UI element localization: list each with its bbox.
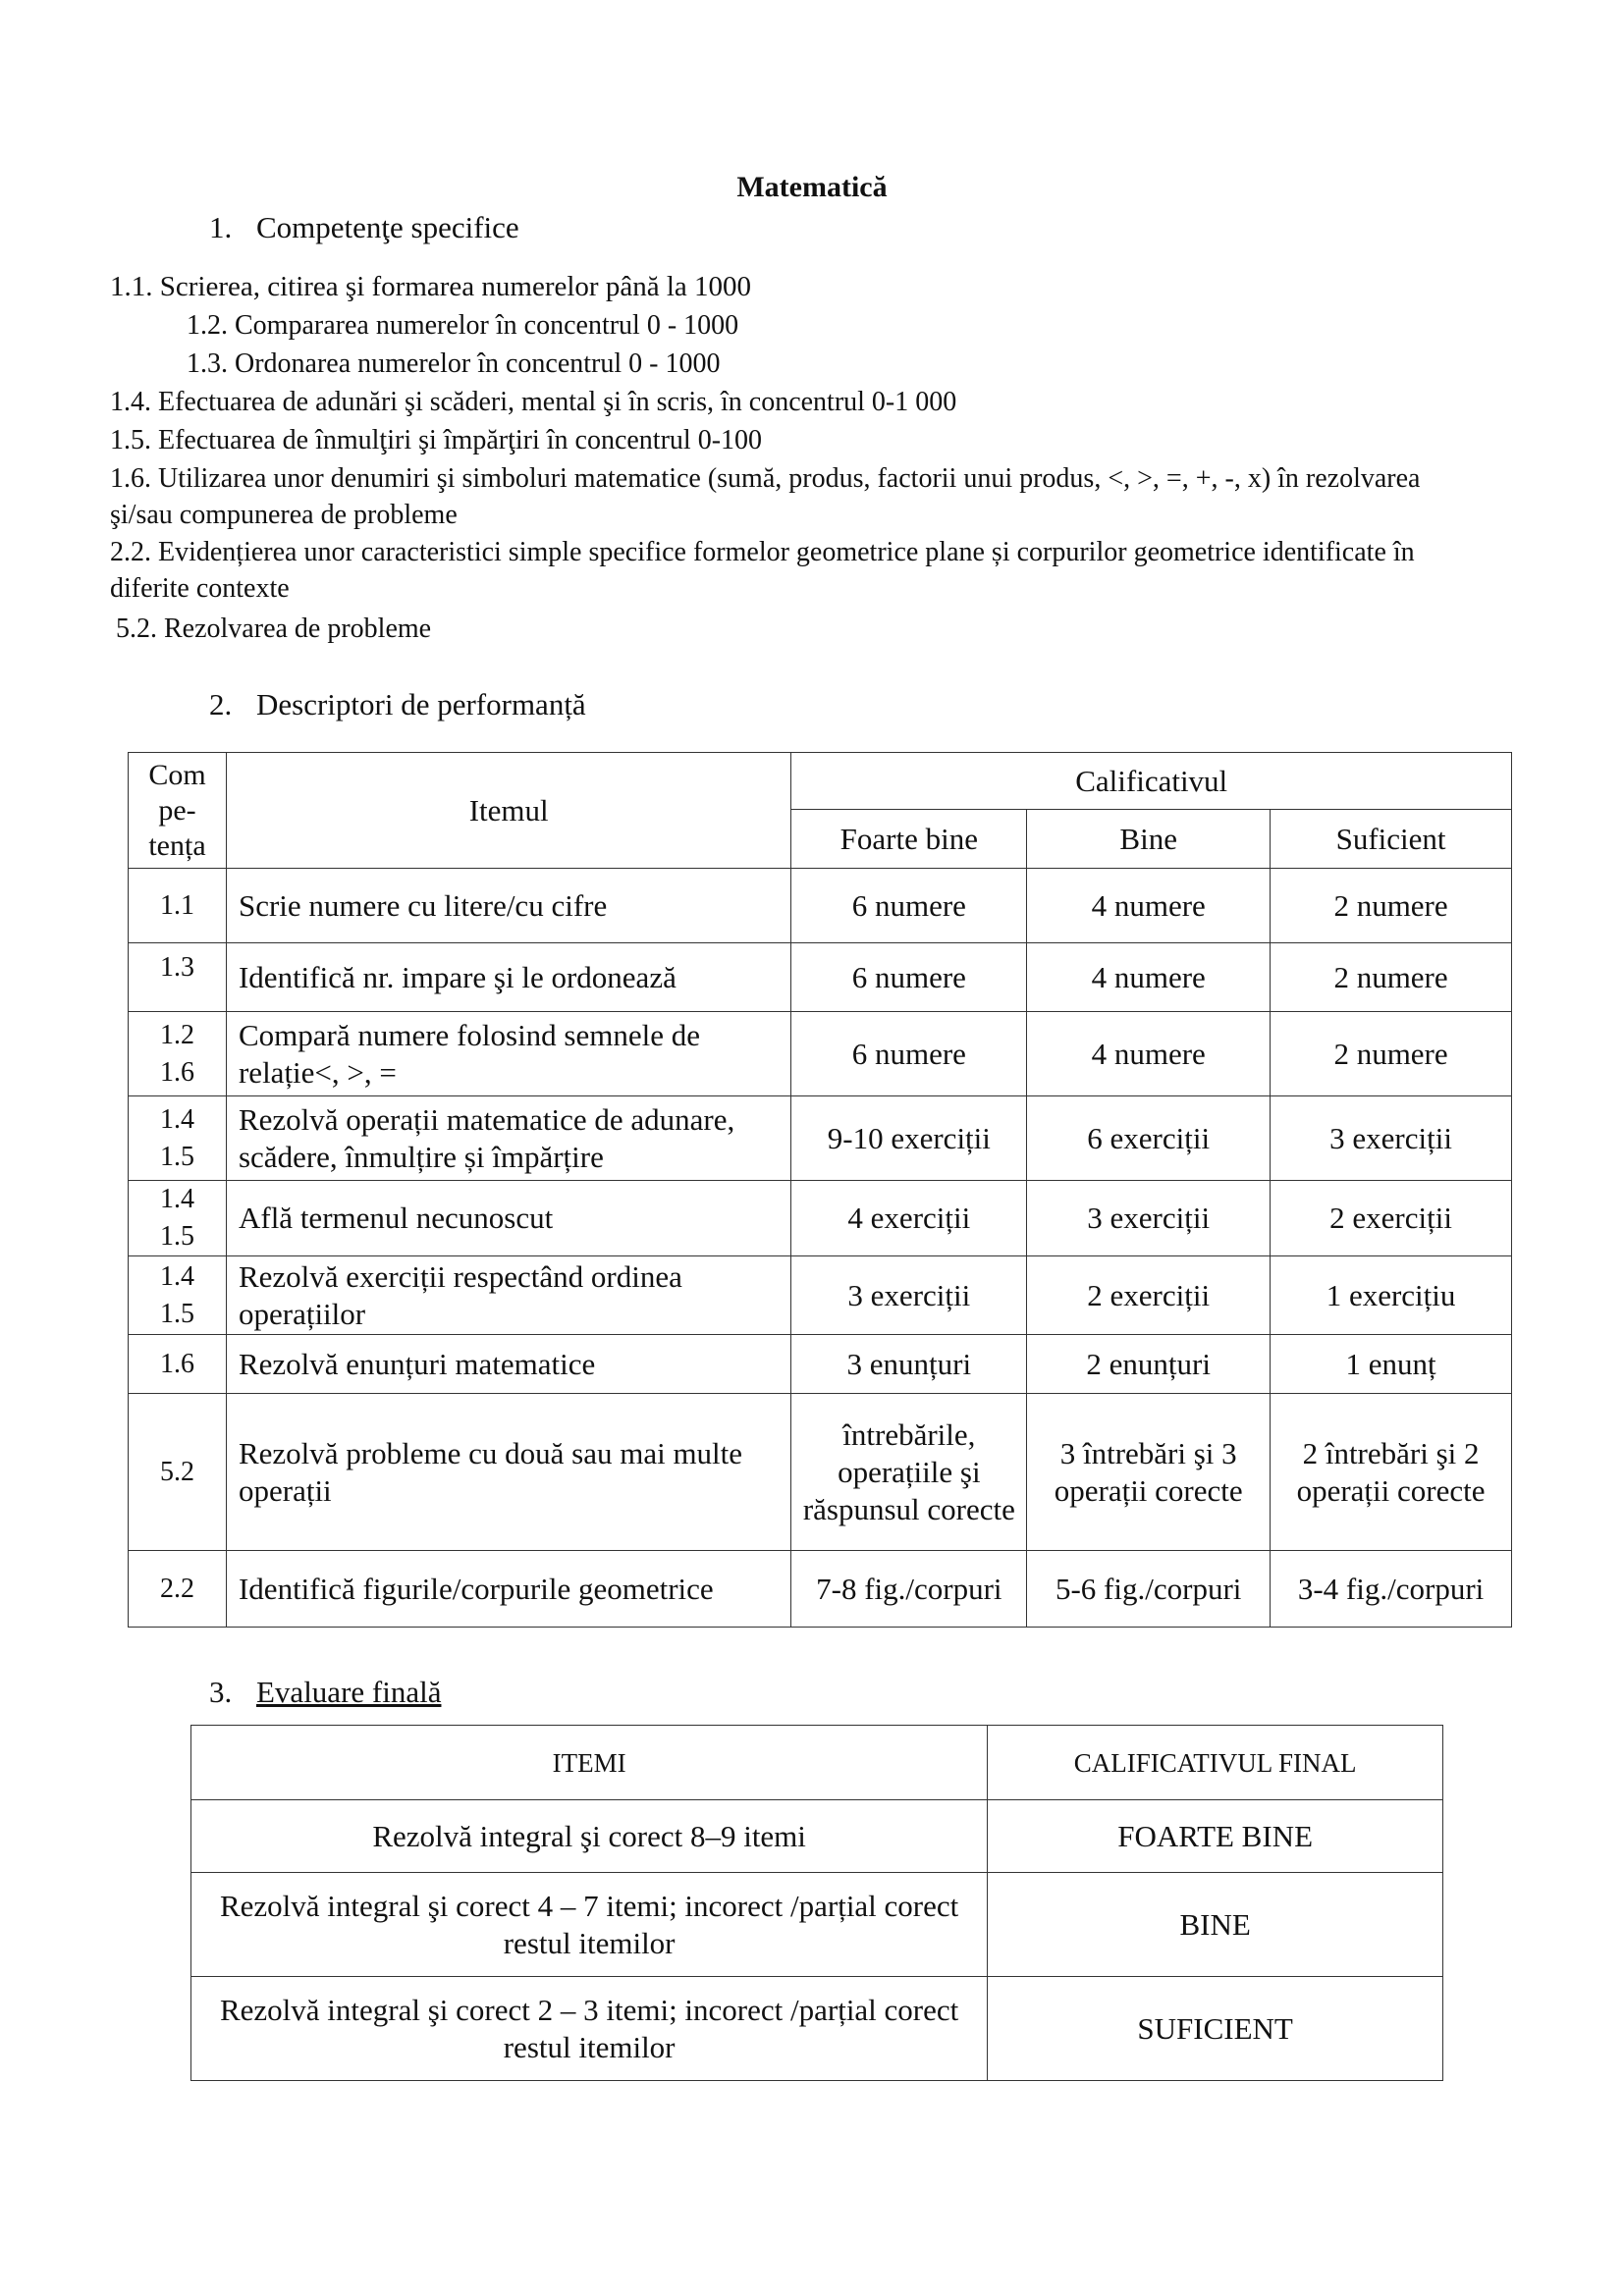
competence-2-2: 2.2. Evidențierea unor caracteristici simple specifice formelor geometrice plane și corpurilor geometrice identificate în diferite contexte xyxy=(110,537,1415,604)
final-row xyxy=(191,1873,1443,1977)
table-row xyxy=(129,1181,1512,1256)
table-row xyxy=(129,1551,1512,1628)
section-3-number: 3. xyxy=(209,1675,233,1709)
row-bine: 2 enunțuri xyxy=(1027,1335,1271,1394)
row-suficient: 2 întrebări şi 2 operații corecte xyxy=(1271,1394,1512,1551)
row-code xyxy=(129,1551,227,1628)
row-bine: 4 numere xyxy=(1027,943,1271,1012)
header-foarte-bine: Foarte bine xyxy=(791,810,1027,869)
row-bine: 3 exerciții xyxy=(1027,1181,1271,1256)
row-bine: 2 exerciții xyxy=(1027,1256,1271,1335)
row-item: Identifică figurile/corpurile geometrice xyxy=(226,1551,790,1628)
section-2-number: 2. xyxy=(209,687,233,721)
row-foarte-bine: 6 numere xyxy=(791,1012,1027,1096)
row-foarte-bine: 3 enunțuri xyxy=(791,1335,1027,1394)
table-header-row xyxy=(129,753,1512,810)
row-item: Scrie numere cu litere/cu cifre xyxy=(226,869,790,943)
row-code xyxy=(129,869,227,943)
row-foarte-bine: 9-10 exerciții xyxy=(791,1096,1027,1181)
final-row-grade: BINE xyxy=(988,1873,1443,1977)
row-code xyxy=(129,1256,227,1335)
competence-1-6: 1.6. Utilizarea unor denumiri şi simboluri matematice (sumă, produs, factorii unui produs, <, >, =, +, -, x) în rezolvarea şi/sau compunerea de probleme xyxy=(110,463,1421,530)
row-code xyxy=(129,1394,227,1551)
final-evaluation-table xyxy=(190,1725,1443,2081)
row-suficient: 2 numere xyxy=(1271,1012,1512,1096)
final-row-items: Rezolvă integral şi corect 4 – 7 itemi; incorect /parțial corect restul itemilor xyxy=(191,1873,988,1977)
row-foarte-bine: 6 numere xyxy=(791,943,1027,1012)
row-item: Rezolvă enunțuri matematice xyxy=(226,1335,790,1394)
row-foarte-bine: 4 exerciții xyxy=(791,1181,1027,1256)
code-value: 1.2 xyxy=(159,1019,194,1050)
row-suficient: 3 exerciții xyxy=(1271,1096,1512,1181)
code-value: 1.5 xyxy=(159,1221,194,1252)
row-suficient: 2 numere xyxy=(1271,943,1512,1012)
row-suficient: 1 exercițiu xyxy=(1271,1256,1512,1335)
code-value: 1.4 xyxy=(159,1260,194,1292)
row-suficient: 1 enunț xyxy=(1271,1335,1512,1394)
row-suficient: 3-4 fig./corpuri xyxy=(1271,1551,1512,1628)
row-foarte-bine: 3 exerciții xyxy=(791,1256,1027,1335)
row-code xyxy=(129,1335,227,1394)
competence-1-3: 1.3. Ordonarea numerelor în concentrul 0 - 1000 xyxy=(187,348,721,379)
code-value: 1.3 xyxy=(159,952,194,983)
code-value: 1.6 xyxy=(159,1056,194,1088)
code-value: 1.4 xyxy=(159,1103,194,1135)
header-suficient: Suficient xyxy=(1271,810,1512,869)
section-1-title: Competenţe specifice xyxy=(256,210,519,244)
final-row-grade: SUFICIENT xyxy=(988,1977,1443,2081)
row-bine: 4 numere xyxy=(1027,1012,1271,1096)
section-2-title: Descriptori de performanță xyxy=(256,687,586,721)
code-value: 1.5 xyxy=(159,1141,194,1172)
row-suficient: 2 exerciții xyxy=(1271,1181,1512,1256)
section-1-heading xyxy=(209,210,519,245)
row-bine: 6 exerciții xyxy=(1027,1096,1271,1181)
header-bine: Bine xyxy=(1027,810,1271,869)
row-code xyxy=(129,943,227,1012)
code-value: 1.1 xyxy=(159,889,194,921)
competence-1-4: 1.4. Efectuarea de adunări şi scăderi, mental şi în scris, în concentrul 0-1 000 xyxy=(110,387,957,417)
row-code xyxy=(129,1096,227,1181)
code-value: 5.2 xyxy=(159,1456,194,1487)
code-value: 1.5 xyxy=(159,1298,194,1329)
final-row-items: Rezolvă integral şi corect 8–9 itemi xyxy=(191,1800,988,1873)
header-itemi: ITEMI xyxy=(191,1726,988,1800)
section-2-heading xyxy=(209,687,586,722)
row-bine: 3 întrebări şi 3 operații corecte xyxy=(1027,1394,1271,1551)
competence-1-2: 1.2. Compararea numerelor în concentrul 0 - 1000 xyxy=(187,310,739,341)
code-value: 2.2 xyxy=(159,1573,194,1604)
header-calificativul-final: CALIFICATIVUL FINAL xyxy=(988,1726,1443,1800)
row-foarte-bine: întrebările, operațiile şi răspunsul corecte xyxy=(791,1394,1027,1551)
code-value: 1.6 xyxy=(159,1348,194,1379)
final-row-grade: FOARTE BINE xyxy=(988,1800,1443,1873)
table-row xyxy=(129,943,1512,1012)
header-competence: Com pe- tența xyxy=(129,753,227,869)
page-title: Matematică xyxy=(736,171,888,203)
header-grade: Calificativul xyxy=(791,753,1512,810)
row-code xyxy=(129,1012,227,1096)
section-1-number: 1. xyxy=(209,210,233,244)
table-row xyxy=(129,1335,1512,1394)
row-item: Rezolvă operații matematice de adunare, scădere, înmulțire și împărțire xyxy=(226,1096,790,1181)
final-row xyxy=(191,1800,1443,1873)
row-item: Compară numere folosind semnele de relație<, >, = xyxy=(226,1012,790,1096)
row-item: Află termenul necunoscut xyxy=(226,1181,790,1256)
final-row-items: Rezolvă integral şi corect 2 – 3 itemi; incorect /parțial corect restul itemilor xyxy=(191,1977,988,2081)
header-item: Itemul xyxy=(226,753,790,869)
row-bine: 4 numere xyxy=(1027,869,1271,943)
table-row xyxy=(129,869,1512,943)
row-foarte-bine: 7-8 fig./corpuri xyxy=(791,1551,1027,1628)
competence-5-2: 5.2. Rezolvarea de probleme xyxy=(116,614,432,644)
row-item: Rezolvă exerciții respectând ordinea operațiilor xyxy=(226,1256,790,1335)
row-item: Identifică nr. impare şi le ordonează xyxy=(226,943,790,1012)
row-item: Rezolvă probleme cu două sau mai multe operații xyxy=(226,1394,790,1551)
row-suficient: 2 numere xyxy=(1271,869,1512,943)
row-code xyxy=(129,1181,227,1256)
row-bine: 5-6 fig./corpuri xyxy=(1027,1551,1271,1628)
competence-1-1: 1.1. Scrierea, citirea şi formarea numerelor până la 1000 xyxy=(110,271,752,302)
table-row xyxy=(129,1256,1512,1335)
table-row xyxy=(129,1394,1512,1551)
competence-1-5: 1.5. Efectuarea de înmulţiri şi împărţiri în concentrul 0-100 xyxy=(110,425,763,455)
final-row xyxy=(191,1977,1443,2081)
code-value: 1.4 xyxy=(159,1184,194,1214)
table-row xyxy=(129,1096,1512,1181)
final-header-row xyxy=(191,1726,1443,1800)
section-3-heading xyxy=(209,1675,441,1710)
row-foarte-bine: 6 numere xyxy=(791,869,1027,943)
performance-descriptors-table xyxy=(128,752,1512,1628)
section-3-title: Evaluare finală xyxy=(256,1675,442,1709)
table-row xyxy=(129,1012,1512,1096)
